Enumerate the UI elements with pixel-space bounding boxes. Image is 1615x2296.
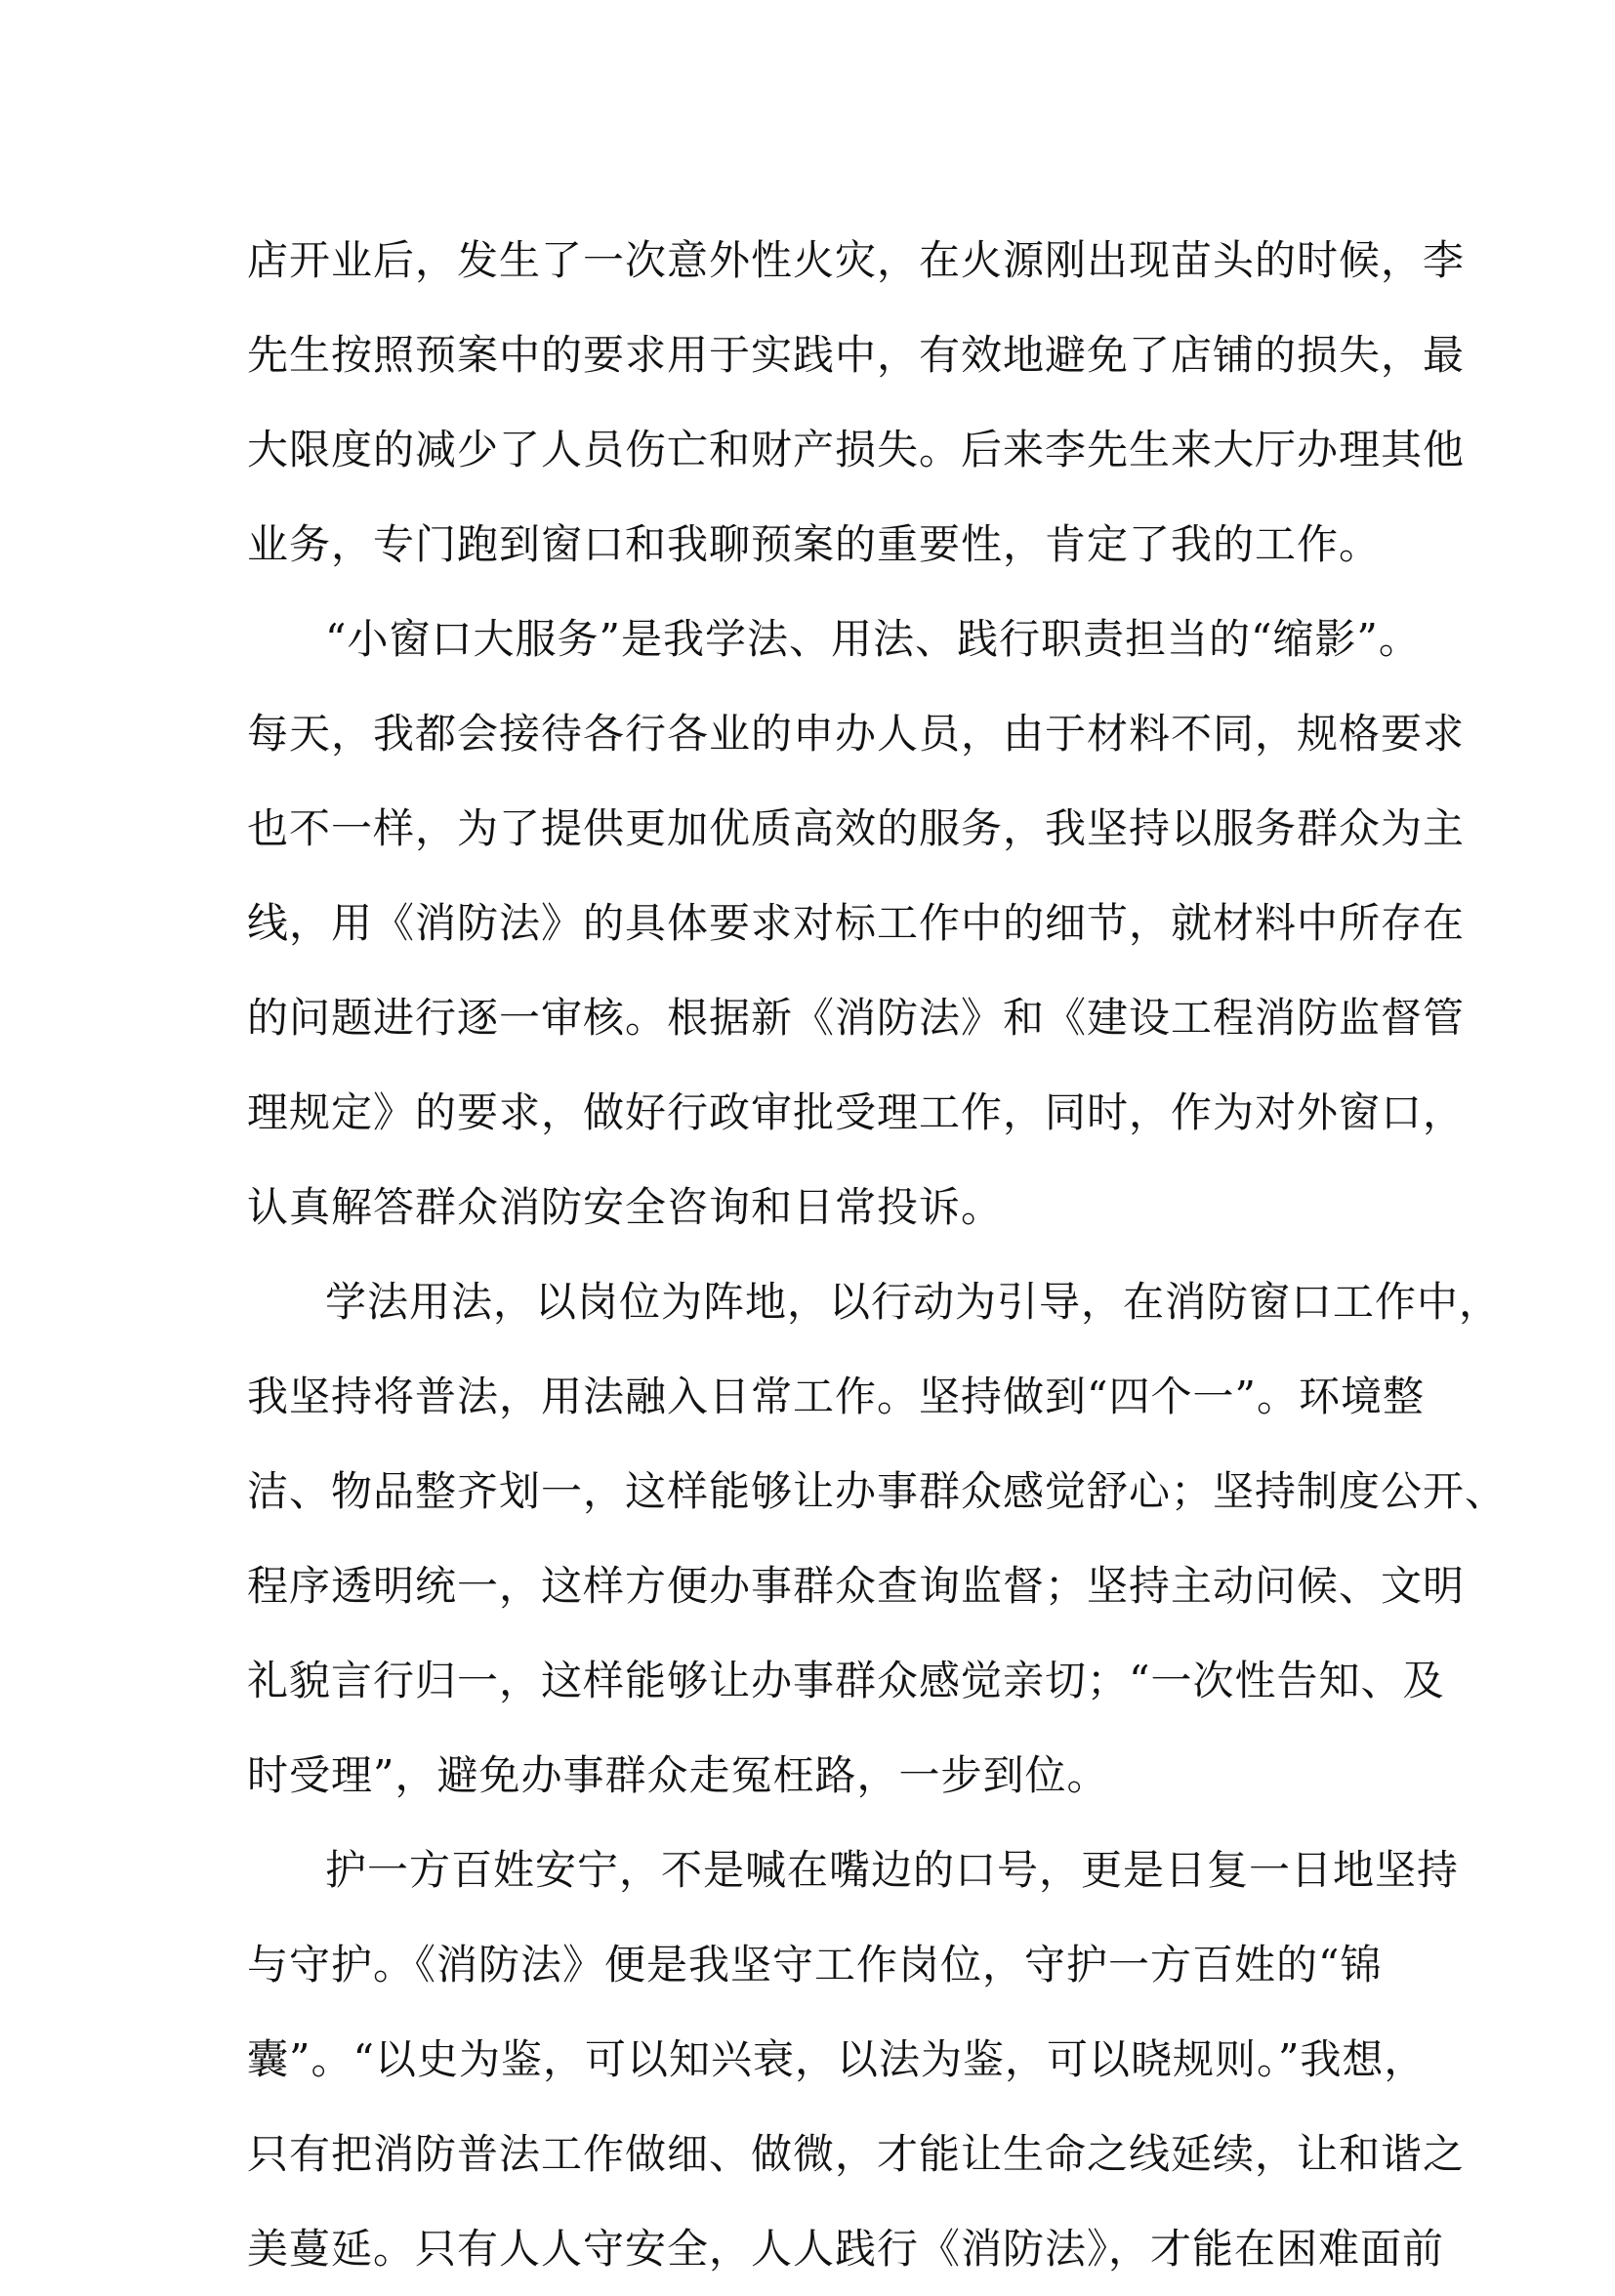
- text-line-first: 护一方百姓安宁，不是喊在嘴边的口号，更是日复一日地坚持: [325, 1846, 1460, 1894]
- text-line: 的问题进行逐一审核。根据新《消防法》和《建设工程消防监督管: [247, 994, 1466, 1042]
- text-line: 礼貌言行归一，这样能够让办事群众感觉亲切；“一次性告知、及: [247, 1657, 1445, 1704]
- text-line: 线，用《消防法》的具体要求对标工作中的细节，就材料中所存在: [247, 899, 1466, 947]
- text-line: 美蔓延。只有人人守安全，人人践行《消防法》，才能在困难面前: [247, 2225, 1445, 2273]
- text-line: 与守护。《消防法》便是我坚守工作岗位，守护一方百姓的“锦: [247, 1941, 1383, 1988]
- text-line: 先生按照预案中的要求用于实践中，有效地避免了店铺的损失，最: [247, 331, 1466, 379]
- text-line: 店开业后，发生了一次意外性火灾，在火源刚出现苗头的时候，李: [247, 236, 1466, 284]
- text-line: 洁、物品整齐划一，这样能够让办事群众感觉舒心；坚持制度公开、: [247, 1467, 1508, 1515]
- text-line: 也不一样，为了提供更加优质高效的服务，我坚持以服务群众为主: [247, 804, 1466, 852]
- text-line: 我坚持将普法，用法融入日常工作。坚持做到“四个一”。环境整: [247, 1373, 1425, 1420]
- text-line: 业务，专门跑到窗口和我聊预案的重要性，肯定了我的工作。: [247, 520, 1382, 568]
- paragraph-1: [247, 213, 1466, 592]
- text-line-first: “小窗口大服务”是我学法、用法、践行职责担当的“缩影”。: [325, 615, 1421, 663]
- paragraph-2: [247, 592, 1466, 1254]
- text-line: 只有把消防普法工作做细、做微，才能让生命之线延续，让和谐之: [247, 2130, 1466, 2178]
- text-line: 大限度的减少了人员伤亡和财产损失。后来李先生来大厅办理其他: [247, 426, 1466, 473]
- text-line: 程序透明统一，这样方便办事群众查询监督；坚持主动问候、文明: [247, 1562, 1466, 1610]
- text-line-first: 学法用法，以岗位为阵地，以行动为引导，在消防窗口工作中，: [325, 1278, 1502, 1326]
- text-line: 囊”。“以史为鉴，可以知兴衰，以法为鉴，可以晓规则。”我想，: [247, 2035, 1427, 2083]
- text-line: 每天，我都会接待各行各业的申办人员，由于材料不同，规格要求: [247, 710, 1466, 758]
- paragraph-4: [247, 1823, 1466, 2296]
- paragraph-3: [247, 1254, 1508, 1823]
- text-line: 时受理”，避免办事群众走冤枉路，一步到位。: [247, 1751, 1109, 1799]
- text-line: 理规定》的要求，做好行政审批受理工作，同时，作为对外窗口，: [247, 1088, 1466, 1136]
- text-line: 认真解答群众消防安全咨询和日常投诉。: [247, 1183, 1004, 1231]
- document-body: [247, 213, 1508, 2296]
